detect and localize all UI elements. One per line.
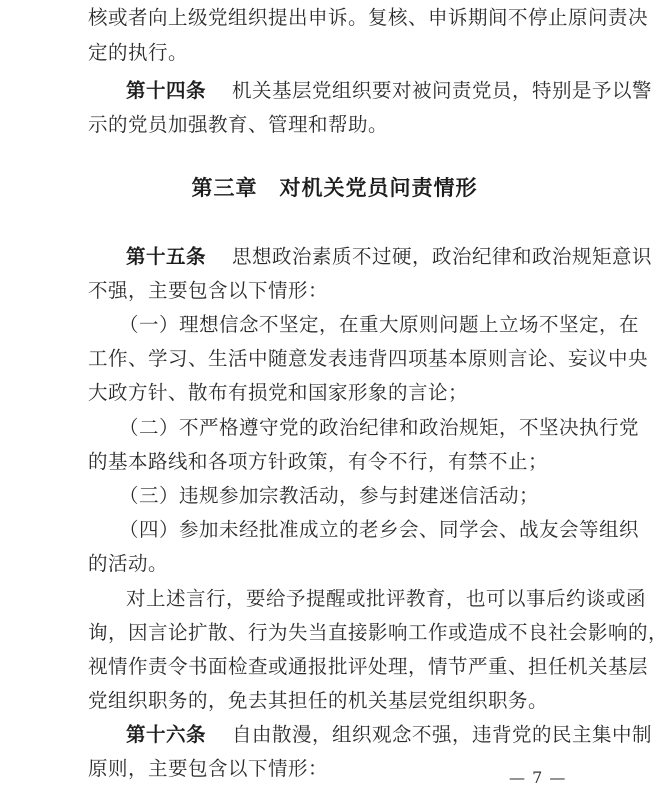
article-paragraph [126,723,652,747]
article-label: 第十六条 [126,723,207,746]
body-line: 原则，主要包含以下情形： [88,757,329,780]
body-line: 不强，主要包含以下情形： [88,279,329,302]
body-line: 工作、学习、生活中随意发表违背四项基本原则言论、妄议中央 [88,347,649,370]
body-line: 党组织职务的，免去其担任的机关基层党组织职务。 [88,689,549,712]
article-label: 第十五条 [126,245,207,268]
page-number: — 7 — [509,768,567,787]
body-line: （一）理想信念不坚定，在重大原则问题上立场不坚定，在 [119,313,640,336]
chapter-heading: 第三章 对机关党员问责情形 [191,175,478,200]
body-line: 定的执行。 [88,41,189,64]
body-line: 的活动。 [88,552,169,575]
body-line: （二）不严格遵守党的政治纪律和政治规矩，不坚决执行党 [119,416,640,439]
article-paragraph [126,79,652,103]
body-line: （四）参加未经批准成立的老乡会、同学会、战友会等组织 [119,518,640,541]
body-text: 思想政治素质不过硬，政治纪律和政治规矩意识 [232,245,653,268]
body-line: 对上述言行，要给予提醒或批评教育，也可以事后约谈或函 [126,587,647,610]
body-line: （三）违规参加宗教活动，参与封建迷信活动； [119,484,540,507]
body-line: 大政方针、散布有损党和国家形象的言论； [88,381,469,404]
body-text: 自由散漫，组织观念不强，违背党的民主集中制 [232,723,653,746]
body-line: 的基本路线和各项方针政策，有令不行，有禁不止； [88,450,549,473]
body-line: 视情作责令书面检查或通报批评处理，情节严重、担任机关基层 [88,655,649,678]
body-line: 示的党员加强教育、管理和帮助。 [88,113,389,136]
body-line: 询，因言论扩散、行为失当直接影响工作或造成不良社会影响的， [88,621,669,644]
article-paragraph [126,245,652,269]
body-text: 机关基层党组织要对被问责党员，特别是予以警 [232,79,653,102]
body-line: 核或者向上级党组织提出申诉。复核、申诉期间不停止原问责决 [88,6,649,29]
article-label: 第十四条 [126,79,207,102]
